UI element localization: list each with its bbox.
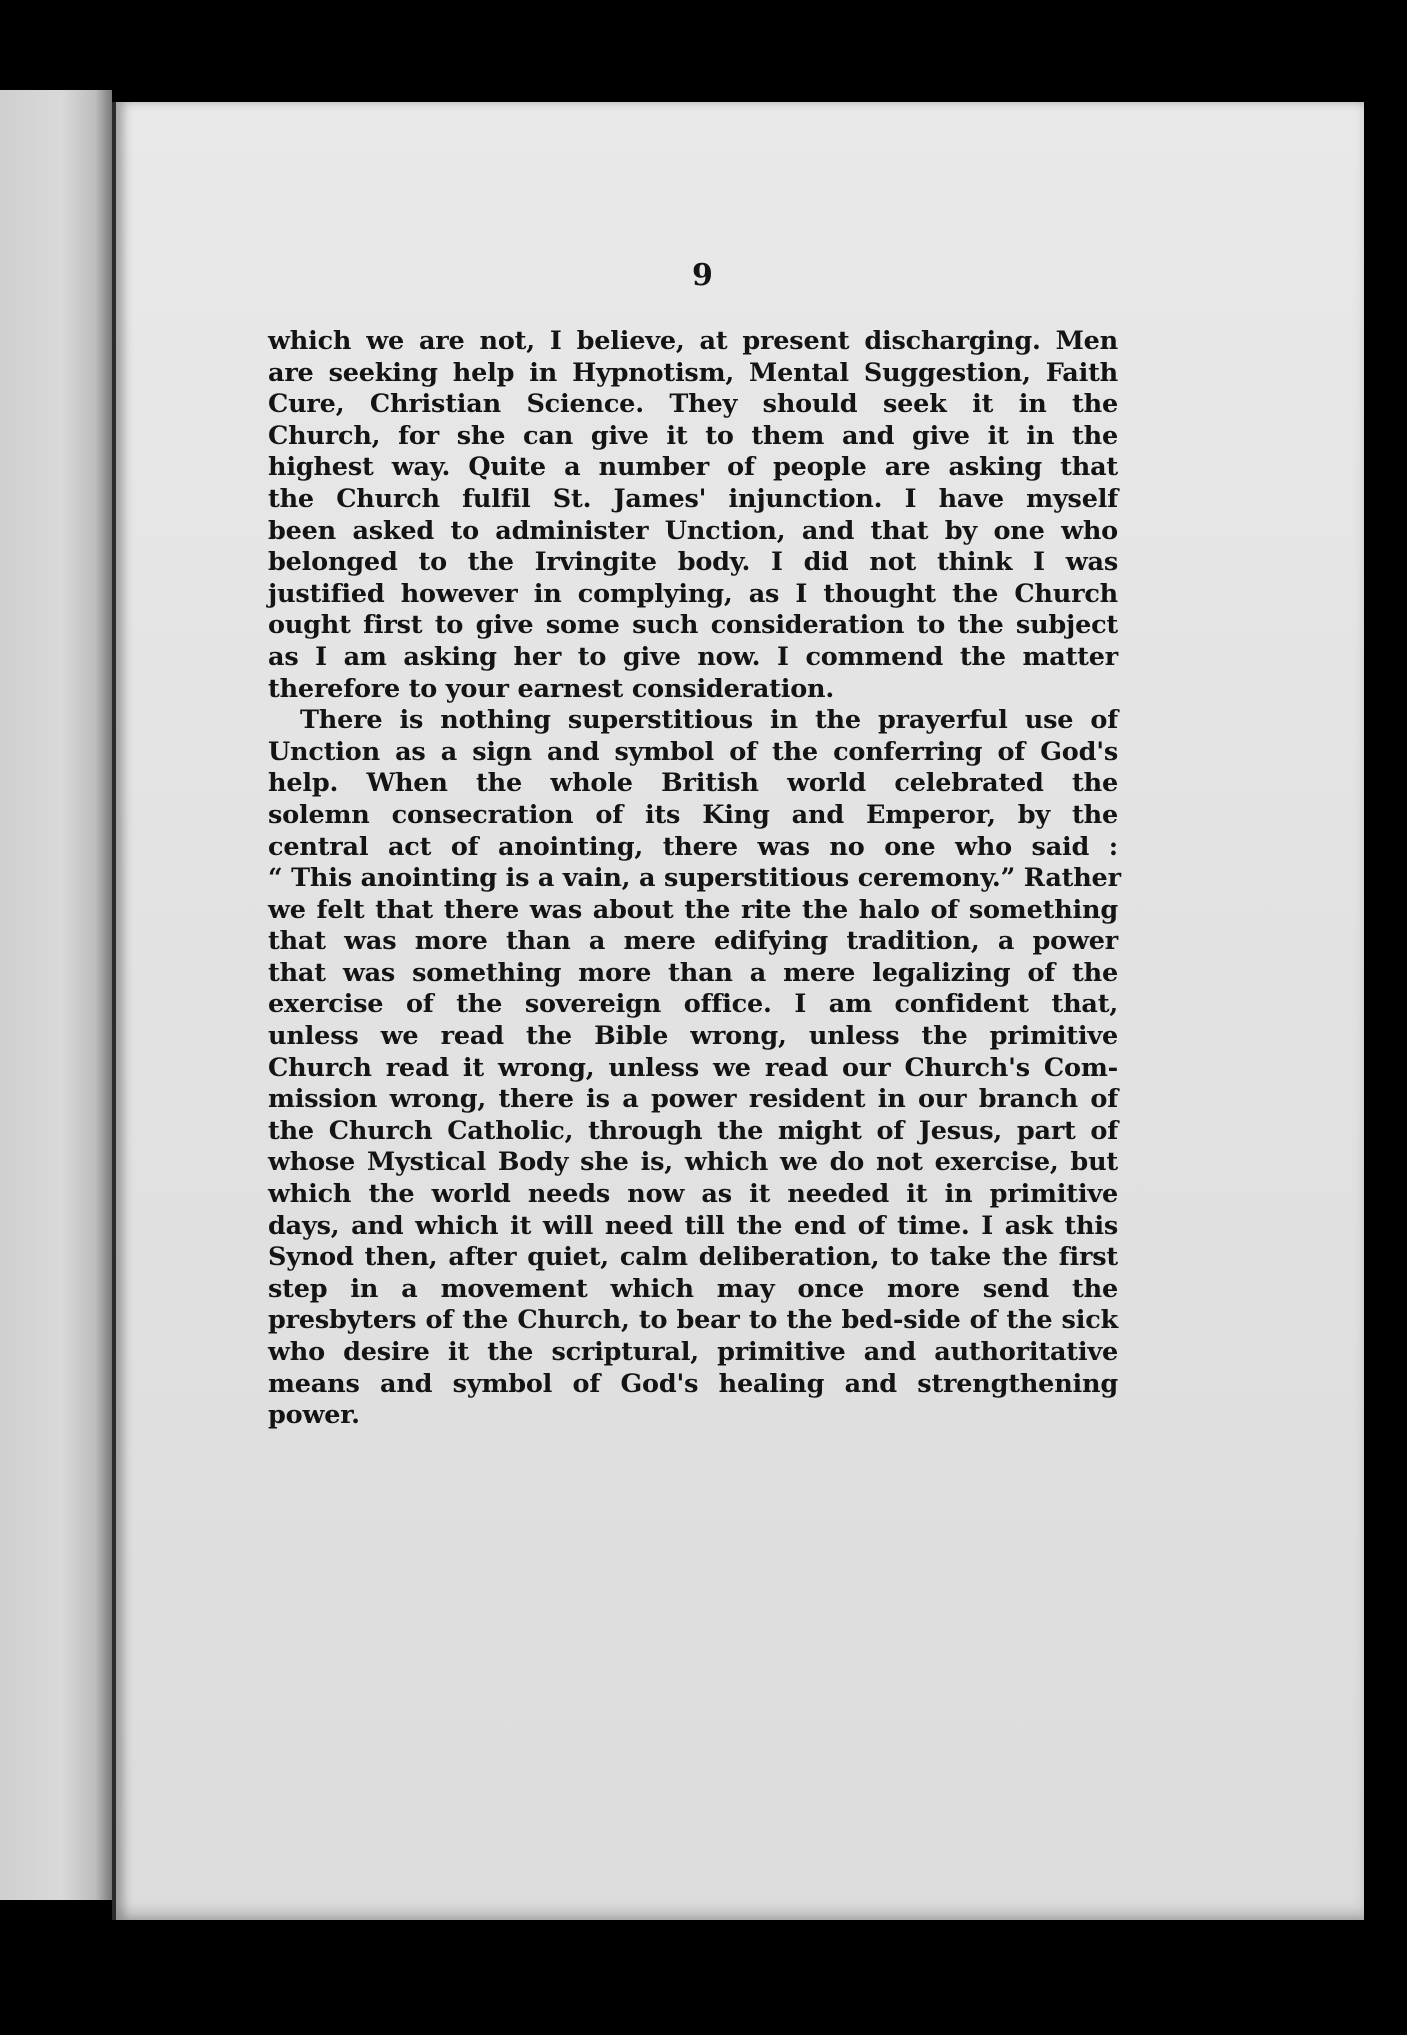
text-line: central act of anointing, there was no one who said : <box>268 831 1118 862</box>
text-line: as I am asking her to give now. I commend the matter <box>268 641 1118 672</box>
text-line: that was more than a mere edifying tradition, a power <box>268 926 1118 957</box>
text-line: highest way. Quite a number of people are asking that <box>268 452 1118 483</box>
text-line: Church read it wrong, unless we read our Church's Com- <box>268 1052 1118 1083</box>
text-line: mission wrong, there is a power resident in our branch of <box>268 1084 1118 1115</box>
text-line: we felt that there was about the rite the halo of something <box>268 894 1118 925</box>
text-line: ought first to give some such consideration to the subject <box>268 610 1118 641</box>
text-line: been asked to administer Unction, and that by one who <box>268 515 1118 546</box>
text-line: that was something more than a mere legalizing of the <box>268 957 1118 988</box>
text-line: Synod then, after quiet, calm deliberation, to take the first <box>268 1242 1118 1273</box>
text-line: Cure, Christian Science. They should seek it in the <box>268 389 1118 420</box>
text-line: Unction as a sign and symbol of the conferring of God's <box>268 736 1118 767</box>
text-line: who desire it the scriptural, primitive and authoritative <box>268 1337 1118 1367</box>
text-line: presbyters of the Church, to bear to the bed-side of the sick <box>268 1305 1118 1336</box>
text-line: unless we read the Bible wrong, unless the primitive <box>268 1021 1118 1052</box>
text-line: justified however in complying, as I thought the Church <box>268 578 1118 609</box>
paragraph-end-line: therefore to your earnest consideration. <box>268 673 835 704</box>
text-line: exercise of the sovereign office. I am confident that, <box>268 989 1118 1020</box>
text-line: Church, for she can give it to them and give it in the <box>268 420 1118 451</box>
paragraph-start-line: There is nothing superstitious in the prayerful use of <box>300 705 1118 736</box>
text-line: help. When the whole British world celebrated the <box>268 768 1118 799</box>
paragraph-end-line: power. <box>268 1400 360 1431</box>
body-text <box>268 326 1121 1432</box>
text-line: are seeking help in Hypnotism, Mental Suggestion, Faith <box>268 357 1118 388</box>
text-line: which we are not, I believe, at present discharging. Men <box>268 326 1118 356</box>
text-line: whose Mystical Body she is, which we do not exercise, but <box>268 1147 1118 1178</box>
text-line: belonged to the Irvingite body. I did not think I was <box>268 547 1118 578</box>
page-number: 9 <box>692 258 713 293</box>
text-line: the Church fulfil St. James' injunction. I have myself <box>268 483 1118 514</box>
text-line: means and symbol of God's healing and strengthening <box>268 1368 1118 1399</box>
text-line: step in a movement which may once more send the <box>268 1273 1118 1304</box>
text-line: which the world needs now as it needed it in primitive <box>268 1179 1118 1210</box>
text-line: “ This anointing is a vain, a superstitious ceremony.” Rather <box>268 863 1121 894</box>
text-line: days, and which it will need till the end of time. I ask this <box>268 1210 1118 1241</box>
facing-page-edge <box>0 90 112 1900</box>
text-line: the Church Catholic, through the might of Jesus, part of <box>268 1115 1118 1146</box>
text-line: solemn consecration of its King and Emperor, by the <box>268 799 1118 830</box>
